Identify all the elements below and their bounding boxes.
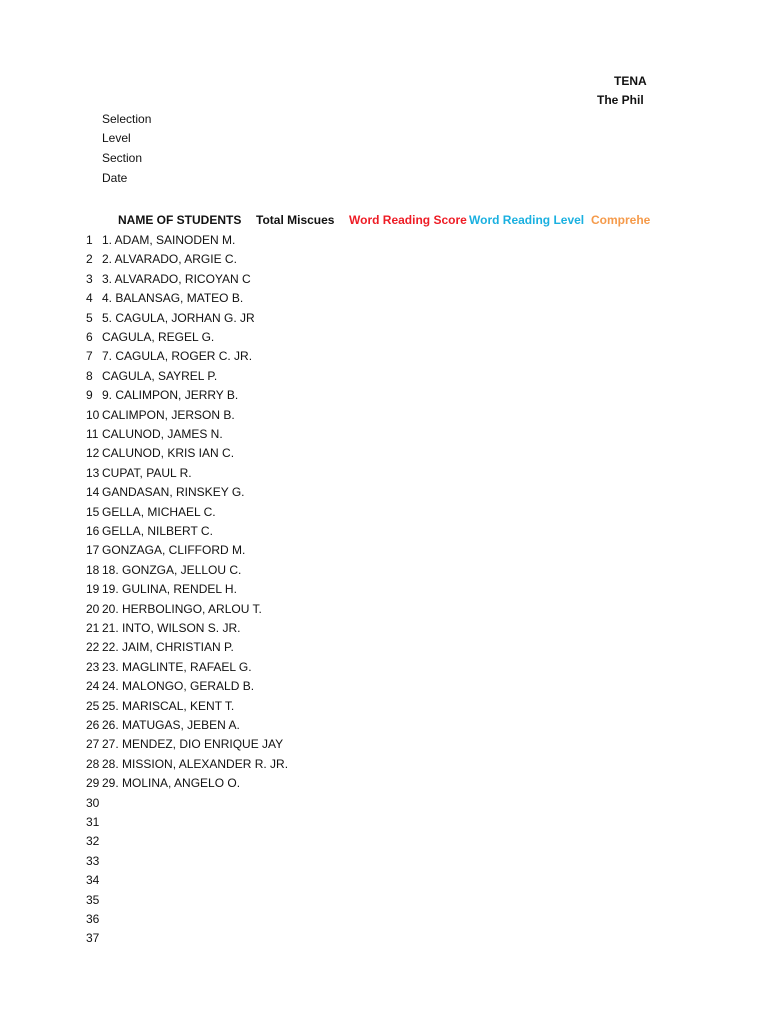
table-row xyxy=(0,699,768,718)
student-name: GANDASAN, RINSKEY G. xyxy=(102,485,245,500)
row-number: 25 xyxy=(86,698,100,713)
sheet-subtitle: The Phil xyxy=(597,93,644,107)
table-row xyxy=(0,446,768,465)
row-number: 17 xyxy=(86,543,100,558)
row-number: 35 xyxy=(86,892,100,907)
student-name: 28. MISSION, ALEXANDER R. JR. xyxy=(102,756,289,771)
student-name: 5. CAGULA, JORHAN G. JR xyxy=(102,310,255,325)
row-number: 6 xyxy=(86,330,93,344)
table-row xyxy=(0,582,768,601)
row-number: 15 xyxy=(86,504,100,519)
student-name: 22. JAIM, CHRISTIAN P. xyxy=(102,640,234,655)
student-name: 24. MALONGO, GERALD B. xyxy=(102,679,255,694)
table-row xyxy=(0,272,768,291)
student-name: GONZAGA, CLIFFORD M. xyxy=(102,543,246,558)
row-number: 36 xyxy=(86,912,100,926)
row-number: 18 xyxy=(86,562,100,577)
table-row xyxy=(0,349,768,368)
column-header-word-reading-score: Word Reading Score xyxy=(349,213,467,227)
row-number: 22 xyxy=(86,640,100,655)
table-row xyxy=(0,233,768,252)
row-number: 14 xyxy=(86,485,100,500)
table-row xyxy=(0,388,768,407)
row-number: 21 xyxy=(86,621,100,635)
student-name: CALIMPON, JERSON B. xyxy=(102,407,235,422)
row-number: 5 xyxy=(86,310,93,325)
student-name: CAGULA, SAYREL P. xyxy=(102,368,218,383)
table-row xyxy=(0,718,768,737)
student-name: 1. ADAM, SAINODEN M. xyxy=(102,233,236,247)
student-name: CUPAT, PAUL R. xyxy=(102,465,192,480)
table-row xyxy=(0,369,768,388)
table-row xyxy=(0,485,768,504)
row-number: 4 xyxy=(86,291,93,306)
student-name: 9. CALIMPON, JERRY B. xyxy=(102,388,239,403)
student-name: 2. ALVARADO, ARGIE C. xyxy=(102,252,237,267)
row-number: 2 xyxy=(86,252,93,267)
row-number: 19 xyxy=(86,582,100,597)
column-header-total-miscues: Total Miscues xyxy=(256,213,335,227)
table-row xyxy=(0,408,768,427)
meta-label-selection: Selection xyxy=(102,112,152,126)
student-name: CALUNOD, KRIS IAN C. xyxy=(102,446,235,461)
student-name: 7. CAGULA, ROGER C. JR. xyxy=(102,349,253,364)
table-row xyxy=(0,737,768,756)
student-name: GELLA, NILBERT C. xyxy=(102,524,213,538)
column-header-comprehension: Comprehe xyxy=(591,213,651,227)
row-number: 31 xyxy=(86,815,100,829)
row-number: 29 xyxy=(86,776,100,791)
table-row xyxy=(0,834,768,853)
table-row xyxy=(0,912,768,931)
student-name: 4. BALANSAG, MATEO B. xyxy=(102,291,244,306)
student-name: 26. MATUGAS, JEBEN A. xyxy=(102,718,240,732)
student-name: 19. GULINA, RENDEL H. xyxy=(102,582,237,597)
student-name: 3. ALVARADO, RICOYAN C xyxy=(102,271,251,286)
row-number: 8 xyxy=(86,368,93,383)
row-number: 24 xyxy=(86,679,100,694)
row-number: 16 xyxy=(86,524,100,538)
student-name: 18. GONZGA, JELLOU C. xyxy=(102,562,242,577)
table-row xyxy=(0,427,768,446)
row-number: 26 xyxy=(86,718,100,732)
student-name: 21. INTO, WILSON S. JR. xyxy=(102,621,241,635)
table-row xyxy=(0,815,768,834)
table-row xyxy=(0,873,768,892)
table-row xyxy=(0,466,768,485)
table-row xyxy=(0,621,768,640)
meta-label-level: Level xyxy=(102,131,131,145)
column-header-name: NAME OF STUDENTS xyxy=(118,213,242,227)
table-row xyxy=(0,796,768,815)
table-row xyxy=(0,563,768,582)
student-name: CAGULA, REGEL G. xyxy=(102,330,215,344)
row-number: 30 xyxy=(86,795,100,810)
student-name: 27. MENDEZ, DIO ENRIQUE JAY xyxy=(102,737,284,752)
table-row xyxy=(0,311,768,330)
sheet-title: TENA xyxy=(614,74,647,88)
row-number: 13 xyxy=(86,465,100,480)
table-row xyxy=(0,931,768,950)
row-number: 9 xyxy=(86,388,93,403)
table-row xyxy=(0,291,768,310)
row-number: 7 xyxy=(86,349,93,364)
row-number: 1 xyxy=(86,233,93,247)
row-number: 33 xyxy=(86,853,100,868)
meta-label-section: Section xyxy=(102,151,143,165)
table-row xyxy=(0,757,768,776)
row-number: 27 xyxy=(86,737,100,752)
student-name: 20. HERBOLINGO, ARLOU T. xyxy=(102,601,262,616)
table-row xyxy=(0,776,768,795)
row-number: 12 xyxy=(86,446,100,461)
row-number: 32 xyxy=(86,834,100,849)
table-row xyxy=(0,543,768,562)
student-name: GELLA, MICHAEL C. xyxy=(102,504,216,519)
table-row xyxy=(0,660,768,679)
row-number: 20 xyxy=(86,601,100,616)
student-name: 25. MARISCAL, KENT T. xyxy=(102,698,235,713)
student-name: 29. MOLINA, ANGELO O. xyxy=(102,776,241,791)
table-row xyxy=(0,252,768,271)
table-row xyxy=(0,640,768,659)
row-number: 11 xyxy=(86,427,99,441)
table-row xyxy=(0,679,768,698)
student-name: 23. MAGLINTE, RAFAEL G. xyxy=(102,659,252,674)
row-number: 3 xyxy=(86,271,93,286)
table-row xyxy=(0,854,768,873)
column-header-word-reading-level: Word Reading Level xyxy=(469,213,585,227)
table-row xyxy=(0,524,768,543)
meta-label-date: Date xyxy=(102,171,128,185)
table-row xyxy=(0,505,768,524)
table-row xyxy=(0,602,768,621)
row-number: 34 xyxy=(86,873,100,888)
row-number: 10 xyxy=(86,407,100,422)
row-number: 28 xyxy=(86,756,100,771)
table-row xyxy=(0,330,768,349)
row-number: 37 xyxy=(86,931,100,946)
student-name: CALUNOD, JAMES N. xyxy=(102,427,223,441)
table-row xyxy=(0,893,768,912)
row-number: 23 xyxy=(86,659,100,674)
